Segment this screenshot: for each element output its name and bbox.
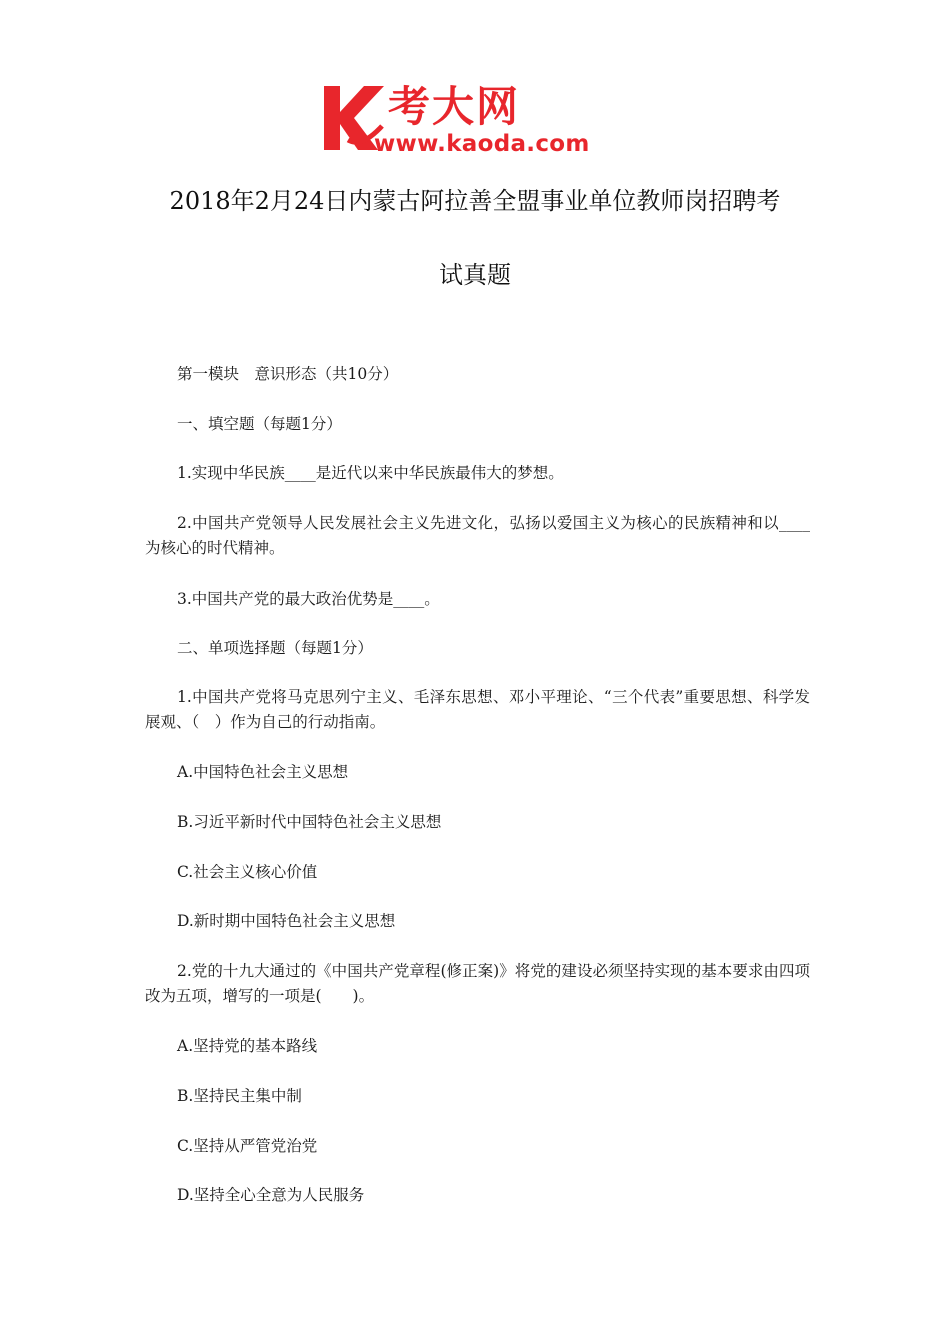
section-heading: 第一模块 意识形态（共10分） (177, 365, 399, 383)
choice-option: B.习近平新时代中国特色社会主义思想 (177, 813, 442, 831)
fill-blank-question: 2.中国共产党领导人民发展社会主义先进文化，弘扬以爱国主义为核心的民族精神和以____为核心的时代精神。 (145, 514, 810, 557)
logo-url-text: www.kaoda.com (374, 131, 590, 157)
choice-option: D.坚持全心全意为人民服务 (177, 1186, 365, 1204)
kaoda-logo (318, 82, 638, 162)
page-title-line-1: 2018年2月24日内蒙古阿拉善全盟事业单位教师岗招聘考 (169, 187, 781, 215)
choice-question: 1.中国共产党将马克思列宁主义、毛泽东思想、邓小平理论、“三个代表”重要思想、科学发展观、（ ）作为自己的行动指南。 (145, 688, 810, 731)
logo-brand-text: 考大网 (388, 82, 521, 131)
choice-option: A.坚持党的基本路线 (177, 1037, 318, 1055)
choice-option: D.新时期中国特色社会主义思想 (177, 912, 396, 930)
fill-blank-question: 1.实现中华民族____是近代以来中华民族最伟大的梦想。 (177, 464, 564, 482)
choice-option: B.坚持民主集中制 (177, 1087, 302, 1105)
question-type-heading: 二、单项选择题（每题1分） (177, 639, 373, 657)
choice-option: C.社会主义核心价值 (177, 863, 318, 881)
fill-blank-question: 3.中国共产党的最大政治优势是____。 (177, 590, 440, 608)
page-title-line-2: 试真题 (439, 261, 511, 289)
choice-question: 2.党的十九大通过的《中国共产党章程(修正案)》将党的建设必须坚持实现的基本要求由四项改为五项，增写的一项是( )。 (145, 962, 810, 1005)
choice-option: A.中国特色社会主义思想 (177, 763, 349, 781)
question-type-heading: 一、填空题（每题1分） (177, 415, 342, 433)
choice-option: C.坚持从严管党治党 (177, 1137, 318, 1155)
